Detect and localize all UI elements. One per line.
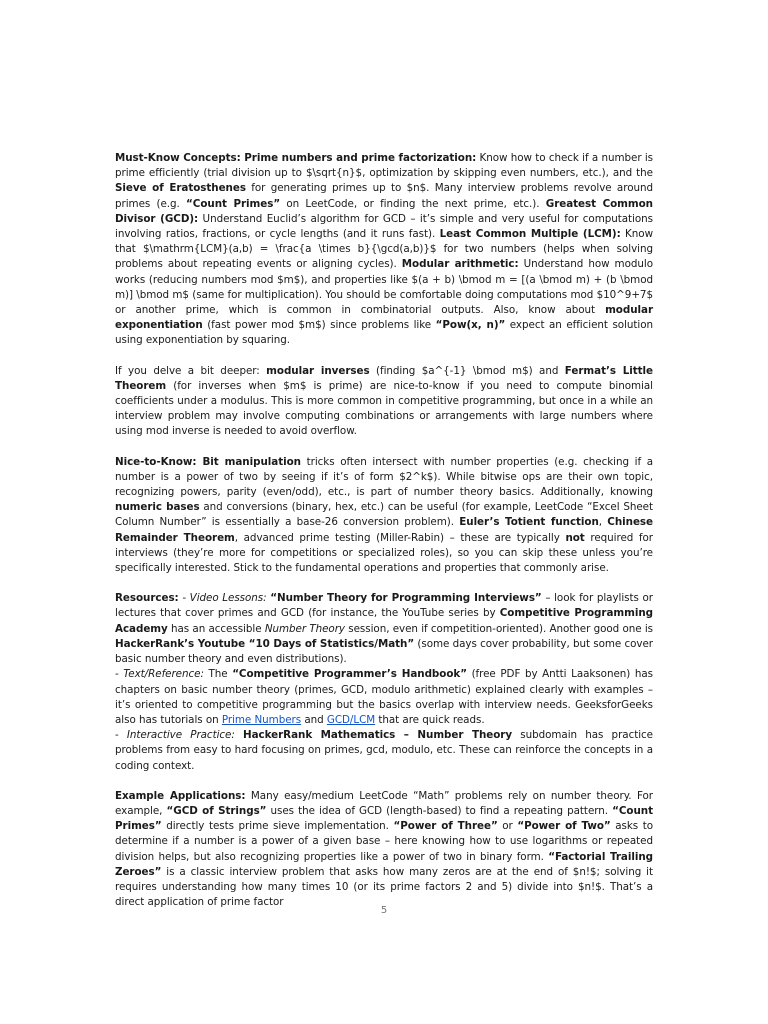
bold-text: “Factorial Trailing Zeroes”: [115, 850, 653, 878]
body-text: -: [115, 668, 124, 681]
italic-text: Interactive Practice:: [126, 729, 235, 742]
body-text: (for inverses when $m$ is prime) are nice-to-know if you need to compute binomial coefficients under a modulus. This is more common in competitive programming, but once in a while an interview problem may involve computing combinations or arrangements with large numbers where using mod inverse is needed to avoid overflow.: [115, 379, 653, 438]
bold-text: Example Applications:: [115, 789, 246, 802]
body-text: -: [115, 729, 127, 742]
body-text: (fast power mod $m$) since problems like: [202, 319, 436, 332]
body-text: uses the idea of GCD (length-based) to find a repeating pattern.: [266, 804, 613, 817]
body-text: Many easy/medium LeetCode “Math” problems rely on number theory. For example,: [115, 789, 653, 817]
para-resources: [115, 591, 653, 773]
body-text: session, even if competition-oriented). Another good one is: [345, 622, 653, 635]
bold-text: “GCD of Strings”: [166, 804, 267, 817]
bold-text: Competitive Programming Academy: [115, 607, 653, 635]
body-text: on LeetCode, or finding the next prime, etc.).: [280, 197, 546, 210]
body-text: The: [203, 668, 233, 681]
body-text: and conversions (binary, hex, etc.) can be useful (for example, LeetCode “Excel Sheet Column Number” is essentially a base-26 conversion problem).: [115, 501, 654, 529]
bold-text: Euler’s Totient function: [459, 516, 599, 529]
bold-text: “Number Theory for Programming Interviews”: [270, 592, 542, 605]
bold-text: modular exponentiation: [115, 304, 653, 332]
italic-text: Text/Reference:: [123, 668, 204, 681]
body-text: [235, 729, 243, 741]
bold-text: “Pow(x, n)”: [435, 319, 506, 332]
body-text: – look for playlists or lectures that cover primes and GCD (for instance, the YouTube series by: [115, 592, 653, 620]
link-prime-numbers[interactable]: Prime Numbers: [221, 713, 302, 726]
body-text: Understand how modulo works (reducing numbers mod $m$), and properties like $(a + b) \bmod m = [(a \bmod m) + (b \bmod m)] \bmod m$ (same for multiplication). You should be comfortable doing computations mod $10^9+7$ or another prime, which is common in combinatorial outputs. Also, know about: [115, 258, 653, 317]
para-must-know: [115, 151, 653, 349]
bold-text: HackerRank Mathematics – Number Theory: [243, 729, 513, 742]
body-text: Know how to check if a number is prime efficiently (trial division up to $\sqrt{n}$, optimization by skipping even numbers, etc.), and the: [115, 152, 654, 180]
bold-text: Greatest Common Divisor (GCD):: [115, 197, 653, 225]
bold-text: “Competitive Programmer’s Handbook”: [232, 668, 467, 681]
body-text: (finding $a^{-1} \bmod m$) and: [369, 364, 565, 377]
body-text: -: [178, 592, 190, 605]
bold-text: modular inverses: [266, 364, 370, 377]
para-example-applications: [115, 789, 653, 911]
para-deeper: [115, 364, 653, 440]
body-text: or: [497, 820, 518, 833]
body-text: If you delve a bit deeper:: [115, 364, 267, 377]
body-text: is a classic interview problem that asks how many zeros are at the end of $n!$; solving it requires understanding how many times 10 (or its prime factors 2 and 5) divide into $n!$. That’s a direct application of prime factor: [115, 865, 653, 909]
bold-text: Fermat’s Little Theorem: [115, 364, 653, 392]
body-text: required for interviews (they’re more for competitions or specialized roles), so you can skip these unless you’re specifically interested. Stick to the fundamental operations and properties that commonly arise.: [115, 531, 653, 575]
body-text: asks to determine if a number is a power of a given base – here knowing how to use logarithms or repeated division helps, but also recognizing properties like a power of two in binary form.: [115, 820, 653, 863]
body-text: expect an efficient solution using exponentiation by squaring.: [115, 319, 654, 347]
body-text: has an accessible: [167, 622, 265, 635]
bold-text: “Count Primes”: [115, 804, 653, 833]
bold-text: not: [565, 531, 585, 544]
bold-text: Nice-to-Know: Bit manipulation: [115, 455, 301, 468]
body-text: , advanced prime testing (Miller-Rabin) – these are typically: [234, 531, 566, 544]
bold-text: Modular arithmetic:: [401, 258, 519, 271]
body-text: subdomain has practice problems from easy to hard focusing on primes, gcd, modulo, etc. These can reinforce the concepts in a coding context.: [115, 729, 653, 772]
italic-text: Video Lessons:: [189, 592, 267, 605]
body-text: and: [301, 713, 327, 726]
bold-text: Resources:: [115, 592, 179, 605]
body-text: (free PDF by Antti Laaksonen) has chapters on basic number theory (primes, GCD, modulo arithmetic) explained clearly with examples – it’s oriented to competitive programming but the basics overlap with interview needs. GeeksforGeeks also has tutorials on: [115, 668, 653, 726]
bold-text: “Power of Three”: [393, 820, 498, 833]
page-number: 5: [380, 905, 388, 916]
body-text: directly tests prime sieve implementation.: [161, 820, 394, 833]
body-text: tricks often intersect with number properties (e.g. checking if a number is a power of two by seeing if it’s of form $2^k$). While bitwise ops are their own topic, recognizing powers, parity (even/odd), etc., is part of number theory basics. Additionally, knowing: [115, 455, 653, 499]
body-text: that are quick reads.: [375, 713, 485, 726]
body-text: Know that $\mathrm{LCM}(a,b) = \frac{a \times b}{\gcd(a,b)}$ for two numbers (helps when solving problems about repeating events or aligning cycles).: [115, 228, 653, 271]
body-text: (some days cover probability, but some cover basic number theory and even distributions).: [115, 637, 653, 666]
bold-text: Sieve of Eratosthenes: [115, 182, 246, 195]
bold-text: Must-Know Concepts: Prime numbers and prime factorization:: [115, 152, 477, 164]
para-nice-to-know: [115, 455, 653, 577]
body-text: Understand Euclid’s algorithm for GCD – it’s simple and very useful for computations involving ratios, fractions, or cycle lengths (and it runs fast).: [115, 212, 653, 241]
body-text: ,: [598, 516, 608, 529]
bold-text: “Power of Two”: [517, 820, 611, 833]
bold-text: numeric bases: [115, 501, 200, 514]
bold-text: “Count Primes”: [186, 197, 281, 210]
bold-text: Least Common Multiple (LCM):: [439, 228, 621, 241]
page-content: [115, 151, 653, 925]
bold-text: HackerRank’s Youtube “10 Days of Statistics/Math”: [115, 637, 415, 650]
body-text: for generating primes up to $n$. Many interview problems revolve around primes (e.g.: [115, 182, 653, 210]
italic-text: Number Theory: [264, 622, 345, 635]
bold-text: Chinese Remainder Theorem: [115, 516, 653, 544]
link-gcd-lcm[interactable]: GCD/LCM: [326, 713, 376, 726]
